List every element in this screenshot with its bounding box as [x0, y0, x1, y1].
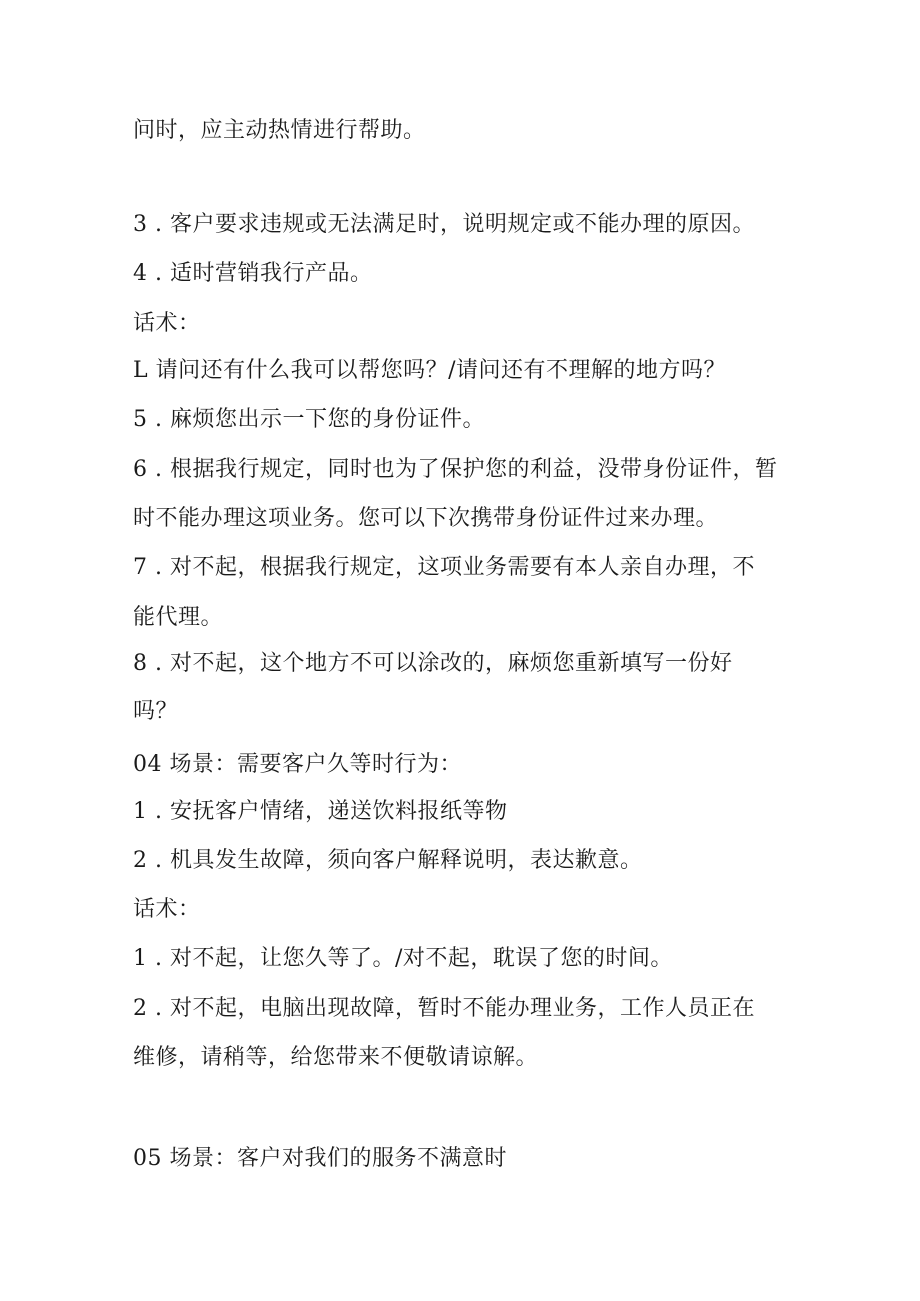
- text-line: 1 . 对不起，让您久等了。/对不起，耽误了您的时间。: [133, 946, 673, 971]
- text-line: 3 . 客户要求违规或无法满足时，说明规定或不能办理的原因。: [133, 212, 755, 237]
- section-heading: 04 场景：需要客户久等时行为：: [133, 752, 462, 777]
- section-label: 话术：: [133, 897, 201, 922]
- text-line: 5 . 麻烦您出示一下您的身份证件。: [133, 407, 485, 432]
- text-line: 2 . 机具发生故障，须向客户解释说明，表达歉意。: [133, 848, 643, 873]
- text-line: 吗？: [133, 699, 179, 724]
- text-line: 维修，请稍等，给您带来不便敬请谅解。: [133, 1045, 539, 1070]
- text-line: 能代理。: [133, 605, 224, 630]
- section-label: 话术：: [133, 311, 201, 336]
- text-line: 时不能办理这项业务。您可以下次携带身份证件过来办理。: [133, 506, 719, 531]
- text-line: 8 . 对不起，这个地方不可以涂改的，麻烦您重新填写一份好: [133, 651, 733, 676]
- text-line: 1 . 安抚客户情绪，递送饮料报纸等物: [133, 799, 508, 824]
- section-heading: 05 场景：客户对我们的服务不满意时: [133, 1146, 507, 1171]
- text-line: 2 . 对不起，电脑出现故障，暂时不能办理业务，工作人员正在: [133, 996, 755, 1021]
- text-line: 问时，应主动热情进行帮助。: [133, 118, 426, 143]
- text-line: 7 . 对不起，根据我行规定，这项业务需要有本人亲自办理，不: [133, 555, 755, 580]
- text-line: L 请问还有什么我可以帮您吗？/请问还有不理解的地方吗？: [133, 358, 727, 383]
- text-line: 4 . 适时营销我行产品。: [133, 261, 373, 286]
- text-line: 6 . 根据我行规定，同时也为了保护您的利益，没带身份证件，暂: [133, 457, 778, 482]
